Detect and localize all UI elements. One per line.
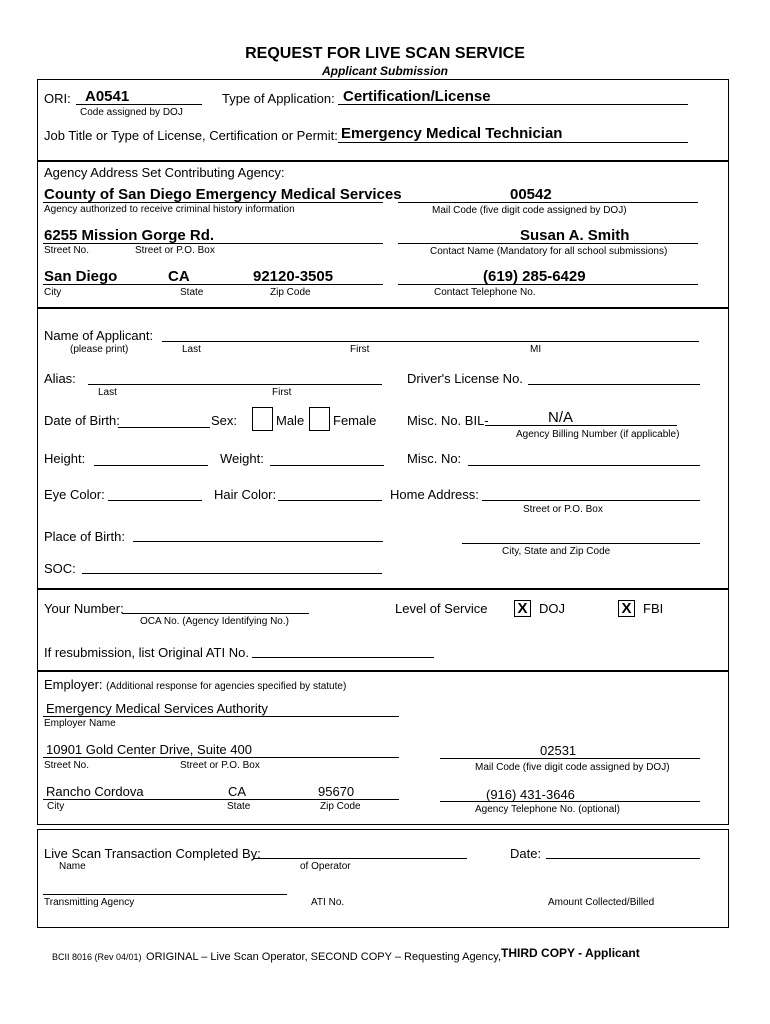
city-state-zip-caption: City, State and Zip Code [502, 546, 611, 557]
employer-city[interactable]: Rancho Cordova [46, 784, 144, 799]
completed-by-line[interactable] [253, 858, 467, 859]
agency-contact-line [398, 243, 698, 244]
section-applicant [37, 308, 729, 589]
agency-street-caption: Street or P.O. Box [135, 245, 215, 256]
employer-city-caption: City [47, 801, 65, 812]
form-number: BCII 8016 (Rev 04/01) [52, 952, 142, 962]
misc-label: Misc. No: [407, 451, 462, 466]
height-line[interactable] [94, 465, 208, 466]
agency-mail-code-line [398, 202, 698, 203]
hair-line[interactable] [278, 500, 382, 501]
eye-line[interactable] [108, 500, 202, 501]
agency-contact-name[interactable]: Susan A. Smith [520, 227, 630, 244]
employer-phone-line [440, 801, 700, 802]
mi-caption: MI [530, 344, 542, 355]
your-number-label: Your Number: [44, 601, 124, 616]
height-label: Height: [44, 451, 86, 466]
agency-name-caption: Agency authorized to receive criminal history information [44, 204, 295, 215]
transmitting-agency-caption: Transmitting Agency [44, 897, 135, 908]
weight-line[interactable] [270, 465, 384, 466]
alias-last-caption: Last [98, 387, 117, 398]
employer-mail-code-caption: Mail Code (five digit code assigned by DOJ) [475, 762, 670, 773]
soc-line[interactable] [82, 573, 382, 574]
employer-street-no-caption: Street No. [44, 760, 90, 771]
oca-caption: OCA No. (Agency Identifying No.) [140, 616, 289, 627]
agency-street[interactable]: 6255 Mission Gorge Rd. [44, 227, 215, 244]
employer-state[interactable]: CA [228, 784, 247, 799]
job-value[interactable]: Emergency Medical Technician [341, 125, 563, 142]
first-caption: First [350, 344, 370, 355]
female-label: Female [333, 413, 377, 428]
pob-line[interactable] [133, 541, 383, 542]
your-number-line[interactable] [122, 613, 309, 614]
job-line [338, 142, 688, 143]
employer-heading-note: (Additional response for agencies specified by statute) [106, 681, 347, 692]
alias-line[interactable] [88, 384, 382, 385]
sex-label: Sex: [211, 413, 238, 428]
operator-caption: of Operator [300, 861, 351, 872]
ati-caption: ATI No. [311, 897, 345, 908]
agency-city-line [43, 284, 383, 285]
doj-checkbox[interactable]: X [514, 600, 531, 617]
agency-phone-line [398, 284, 698, 285]
section-livescan [37, 829, 729, 928]
agency-zip[interactable]: 92120-3505 [253, 268, 334, 285]
female-checkbox[interactable] [309, 407, 330, 431]
please-print-caption: (please print) [70, 344, 129, 355]
agency-state[interactable]: CA [168, 268, 190, 285]
footer [52, 947, 640, 965]
dl-label: Driver's License No. [407, 371, 523, 386]
agency-contact-caption: Contact Name (Mandatory for all school submissions) [430, 246, 668, 257]
transmitting-agency-line[interactable] [43, 894, 287, 895]
agency-name[interactable]: County of San Diego Emergency Medical Services [44, 186, 402, 203]
misc-bil-line [485, 425, 677, 426]
agency-city[interactable]: San Diego [44, 268, 118, 285]
pob-label: Place of Birth: [44, 529, 125, 544]
ori-label: ORI: [44, 91, 71, 106]
employer-phone-caption: Agency Telephone No. (optional) [475, 804, 620, 815]
dob-line[interactable] [118, 427, 210, 428]
agency-street-line [43, 243, 383, 244]
employer-zip-caption: Zip Code [320, 801, 361, 812]
third-copy: THIRD COPY - Applicant [501, 946, 640, 960]
resubmission-line[interactable] [252, 657, 434, 658]
agency-state-caption: State [180, 287, 204, 298]
misc-line[interactable] [468, 465, 700, 466]
employer-street[interactable]: 10901 Gold Center Drive, Suite 400 [46, 742, 252, 757]
home-street-line[interactable] [482, 500, 700, 501]
completed-by-label: Live Scan Transaction Completed By: [44, 846, 261, 861]
agency-name-line [43, 202, 383, 203]
agency-zip-caption: Zip Code [270, 287, 311, 298]
employer-zip[interactable]: 95670 [318, 784, 355, 799]
soc-label: SOC: [44, 561, 76, 576]
employer-heading [44, 677, 346, 692]
weight-label: Weight: [220, 451, 264, 466]
type-line [338, 104, 688, 105]
employer-state-caption: State [227, 801, 251, 812]
type-value[interactable]: Certification/License [343, 88, 491, 105]
employer-phone[interactable]: (916) 431-3646 [486, 787, 575, 802]
fbi-checkbox[interactable]: X [618, 600, 635, 617]
misc-bil-label: Misc. No. BIL- [407, 413, 489, 428]
agency-street-no-caption: Street No. [44, 245, 90, 256]
amount-caption: Amount Collected/Billed [548, 897, 655, 908]
employer-street-caption: Street or P.O. Box [180, 760, 260, 771]
home-city-line[interactable] [462, 543, 700, 544]
eye-label: Eye Color: [44, 487, 105, 502]
male-label: Male [276, 413, 305, 428]
misc-bil-caption: Agency Billing Number (if applicable) [516, 429, 680, 440]
alias-first-caption: First [272, 387, 292, 398]
type-label: Type of Application: [222, 91, 335, 106]
employer-mail-code[interactable]: 02531 [540, 743, 577, 758]
ori-line [76, 104, 202, 105]
male-checkbox[interactable] [252, 407, 273, 431]
employer-mail-code-line [440, 758, 700, 759]
employer-heading-label: Employer: [44, 677, 103, 692]
agency-heading: Agency Address Set Contributing Agency: [44, 165, 285, 180]
applicant-name-label: Name of Applicant: [44, 328, 154, 343]
home-street-caption: Street or P.O. Box [523, 504, 603, 515]
employer-name-line [43, 716, 399, 717]
dl-line[interactable] [528, 384, 700, 385]
misc-bil-value[interactable]: N/A [548, 409, 574, 426]
hair-label: Hair Color: [214, 487, 277, 502]
doj-label: DOJ [539, 601, 565, 616]
dob-label: Date of Birth: [44, 413, 120, 428]
alias-label: Alias: [44, 371, 76, 386]
resubmission-label: If resubmission, list Original ATI No. [44, 645, 249, 660]
agency-mail-code-caption: Mail Code (five digit code assigned by DOJ) [432, 205, 627, 216]
form-subtitle: Applicant Submission [321, 64, 448, 78]
last-caption: Last [182, 344, 201, 355]
agency-phone-caption: Contact Telephone No. [434, 287, 536, 298]
date-label: Date: [510, 846, 542, 861]
agency-mail-code[interactable]: 00542 [510, 186, 552, 203]
copies-distribution: ORIGINAL – Live Scan Operator, SECOND COPY – Requesting Agency, [146, 951, 502, 963]
employer-name[interactable]: Emergency Medical Services Authority [46, 701, 268, 716]
level-of-service-label: Level of Service [395, 601, 488, 616]
applicant-name-line[interactable] [162, 341, 699, 342]
fbi-label: FBI [643, 601, 664, 616]
date-line[interactable] [546, 858, 700, 859]
job-label: Job Title or Type of License, Certification or Permit: [44, 128, 338, 143]
form-title: REQUEST FOR LIVE SCAN SERVICE [245, 45, 525, 62]
ori-caption: Code assigned by DOJ [80, 107, 183, 118]
agency-phone[interactable]: (619) 285-6429 [483, 268, 586, 285]
employer-street-line [43, 757, 399, 758]
employer-city-line [43, 799, 399, 800]
agency-city-caption: City [44, 287, 62, 298]
employer-name-caption: Employer Name [44, 718, 116, 729]
home-label: Home Address: [390, 487, 479, 502]
operator-name-caption: Name [59, 861, 86, 872]
ori-value[interactable]: A0541 [85, 88, 130, 105]
